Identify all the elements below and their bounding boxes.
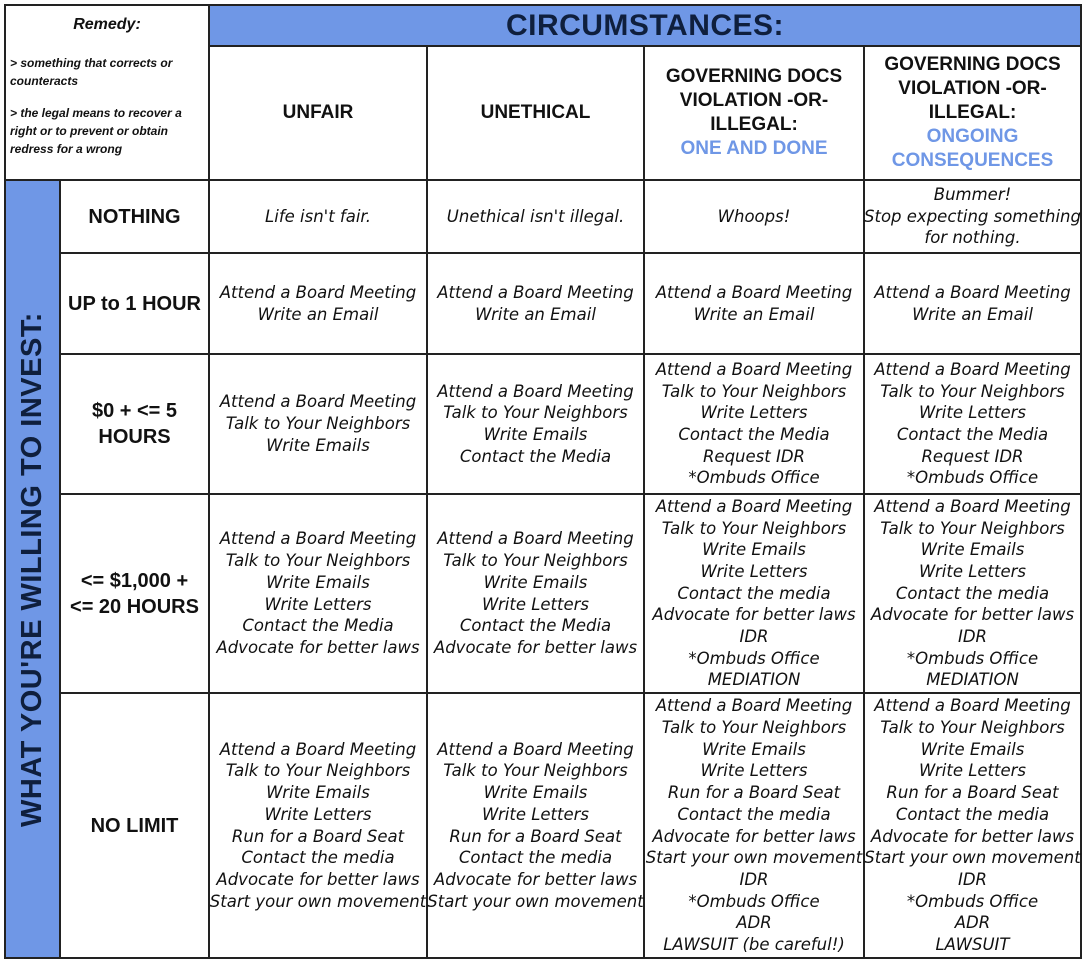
action-item: Request IDR xyxy=(702,446,806,466)
remedy-title: Remedy: xyxy=(73,16,141,33)
action-item: Attend a Board Meeting xyxy=(874,282,1071,302)
cell-r4-c3 xyxy=(644,494,864,693)
action-item: Attend a Board Meeting xyxy=(874,359,1071,379)
cell-r4-c2 xyxy=(427,494,644,693)
action-item: Write Letters xyxy=(264,594,372,614)
action-item: Attend a Board Meeting xyxy=(655,282,853,302)
row-header-2 xyxy=(60,253,209,354)
action-item: Write Emails xyxy=(483,783,588,803)
action-item: Talk to Your Neighbors xyxy=(225,761,411,781)
cell-r3-c3 xyxy=(644,354,864,494)
action-item: Attend a Board Meeting xyxy=(219,392,417,412)
action-item: Talk to Your Neighbors xyxy=(880,518,1065,538)
action-item: Talk to Your Neighbors xyxy=(443,403,628,423)
action-item: Talk to Your Neighbors xyxy=(225,551,411,571)
willing-to-invest-header xyxy=(4,180,60,959)
column-header-line: ILLEGAL: xyxy=(710,114,798,135)
action-item: Write Letters xyxy=(918,761,1027,781)
action-item: Run for a Board Seat xyxy=(886,783,1059,803)
action-item: Advocate for better laws xyxy=(870,826,1075,846)
action-item: Start your own movement xyxy=(864,848,1081,868)
action-item: Contact the media xyxy=(677,583,831,603)
action-item: Write Letters xyxy=(700,403,808,423)
action-item: Contact the Media xyxy=(459,616,612,636)
row-header-line: UP to 1 HOUR xyxy=(68,292,201,315)
action-item: Attend a Board Meeting xyxy=(437,381,634,401)
action-item: Bummer! xyxy=(933,184,1012,204)
action-item: IDR xyxy=(739,627,769,647)
action-item: Attend a Board Meeting xyxy=(219,529,417,549)
action-item: LAWSUIT xyxy=(935,935,1010,955)
action-item: Write Letters xyxy=(700,761,808,781)
circumstances-header: CIRCUMSTANCES: xyxy=(209,4,1082,46)
action-item: Run for a Board Seat xyxy=(449,826,622,846)
column-header-3 xyxy=(644,46,864,180)
action-item: Contact the media xyxy=(895,583,1050,603)
action-item: Talk to Your Neighbors xyxy=(661,381,847,401)
action-item: Start your own movement xyxy=(209,891,427,911)
action-item: Attend a Board Meeting xyxy=(437,282,634,302)
action-item: Write Emails xyxy=(266,783,370,803)
action-item: Contact the media xyxy=(241,848,395,868)
column-header-1 xyxy=(209,46,427,180)
row-header-3 xyxy=(60,354,209,494)
row-header-line: HOURS xyxy=(98,426,171,448)
row-header-line: <= $1,000 + xyxy=(80,569,189,592)
action-item: Attend a Board Meeting xyxy=(874,696,1071,716)
column-header-line: VIOLATION -OR- xyxy=(898,78,1047,99)
action-item: Advocate for better laws xyxy=(870,605,1075,625)
action-item: Contact the media xyxy=(677,804,831,824)
action-item: Talk to Your Neighbors xyxy=(661,717,847,737)
action-item: Contact the media xyxy=(895,804,1050,824)
column-header-line: UNFAIR xyxy=(282,102,354,123)
action-item: Stop expecting something xyxy=(864,206,1081,226)
cell-r1-c2 xyxy=(427,180,644,253)
column-header-line: UNETHICAL xyxy=(480,102,591,123)
action-item: Talk to Your Neighbors xyxy=(225,414,411,434)
action-item: Write an Email xyxy=(912,304,1033,324)
action-item: Advocate for better laws xyxy=(652,826,856,846)
cell-r5-c1 xyxy=(209,693,427,959)
column-header-line: GOVERNING DOCS xyxy=(884,54,1061,75)
cell-r5-c4 xyxy=(864,693,1082,959)
action-item: Advocate for better laws xyxy=(216,637,420,657)
action-item: Life isn't fair. xyxy=(265,206,371,226)
action-item: Talk to Your Neighbors xyxy=(661,518,847,538)
action-item: IDR xyxy=(957,869,988,889)
remedy-matrix xyxy=(4,4,1082,959)
action-item: Advocate for better laws xyxy=(433,869,638,889)
row-header-line: NOTHING xyxy=(88,205,181,228)
column-header-subtitle: ONE AND DONE xyxy=(680,138,828,159)
action-item: Write Emails xyxy=(702,540,806,560)
action-item: Request IDR xyxy=(921,446,1024,466)
cell-r3-c1 xyxy=(209,354,427,494)
action-item: Advocate for better laws xyxy=(433,637,638,657)
action-item: Attend a Board Meeting xyxy=(437,529,634,549)
action-item: Write an Email xyxy=(475,304,596,324)
cell-r5-c2 xyxy=(427,693,644,959)
action-item: Contact the Media xyxy=(896,425,1049,444)
remedy-definition-1: > something that corrects or counteracts xyxy=(10,56,173,88)
action-item: Write Emails xyxy=(266,572,370,592)
action-item: Write Letters xyxy=(264,804,372,824)
action-item: Write Letters xyxy=(481,804,590,824)
action-item: Advocate for better laws xyxy=(652,605,856,625)
willing-to-invest-label: WHAT YOU'RE WILLING TO INVEST: xyxy=(16,311,48,827)
row-header-line: <= 20 HOURS xyxy=(70,595,199,618)
cell-r5-c3 xyxy=(644,693,864,959)
action-item: *Ombuds Office xyxy=(688,648,820,668)
action-item: *Ombuds Office xyxy=(906,468,1039,488)
cell-r3-c2 xyxy=(427,354,644,494)
action-item: Write Letters xyxy=(481,594,590,614)
action-item: *Ombuds Office xyxy=(688,891,820,911)
action-item: Run for a Board Seat xyxy=(231,826,405,846)
action-item: Write an Email xyxy=(693,304,815,324)
cell-r4-c1 xyxy=(209,494,427,693)
action-item: Run for a Board Seat xyxy=(667,783,841,803)
action-item: Contact the Media xyxy=(459,446,612,466)
cell-r2-c1 xyxy=(209,253,427,354)
column-header-subtitle: CONSEQUENCES xyxy=(891,150,1054,171)
cell-r1-c4 xyxy=(864,180,1082,253)
action-item: *Ombuds Office xyxy=(688,468,820,488)
action-item: MEDIATION xyxy=(926,670,1019,690)
action-item: Unethical isn't illegal. xyxy=(446,206,625,226)
action-item: Whoops! xyxy=(717,206,791,226)
action-item: Write Emails xyxy=(266,435,370,455)
action-item: Talk to Your Neighbors xyxy=(443,551,628,571)
action-item: Contact the media xyxy=(458,848,613,868)
cell-r2-c3 xyxy=(644,253,864,354)
action-item: MEDIATION xyxy=(707,670,801,690)
action-item: Talk to Your Neighbors xyxy=(880,717,1065,737)
action-item: Advocate for better laws xyxy=(216,869,420,889)
row-header-line: $0 + <= 5 xyxy=(91,400,178,422)
column-header-2 xyxy=(427,46,644,180)
action-item: Write Emails xyxy=(702,739,806,759)
action-item: Write Emails xyxy=(483,425,588,444)
action-item: Contact the Media xyxy=(242,616,394,636)
action-item: IDR xyxy=(957,627,988,647)
action-item: *Ombuds Office xyxy=(906,891,1039,911)
action-item: for nothing. xyxy=(924,228,1021,248)
action-item: Talk to Your Neighbors xyxy=(880,381,1065,401)
action-item: Write Letters xyxy=(918,561,1027,581)
column-header-4 xyxy=(864,46,1082,180)
action-item: Start your own movement xyxy=(427,891,644,911)
action-item: ADR xyxy=(736,913,772,933)
action-item: Talk to Your Neighbors xyxy=(443,761,628,781)
action-item: Write Emails xyxy=(920,739,1025,759)
action-item: Write Emails xyxy=(483,572,588,592)
action-item: Attend a Board Meeting xyxy=(874,496,1071,516)
action-item: Attend a Board Meeting xyxy=(219,739,417,759)
cell-r2-c4 xyxy=(864,253,1082,354)
action-item: Attend a Board Meeting xyxy=(655,696,853,716)
action-item: Contact the Media xyxy=(678,425,830,444)
action-item: Write Letters xyxy=(918,403,1027,423)
action-item: *Ombuds Office xyxy=(906,648,1039,668)
action-item: Attend a Board Meeting xyxy=(219,282,417,302)
row-header-line: NO LIMIT xyxy=(90,814,179,837)
column-header-line: ILLEGAL: xyxy=(928,102,1017,123)
cell-r1-c3 xyxy=(644,180,864,253)
cell-r4-c4 xyxy=(864,494,1082,693)
row-header-4 xyxy=(60,494,209,693)
action-item: Write an Email xyxy=(257,304,379,324)
column-header-line: GOVERNING DOCS xyxy=(665,66,843,87)
remedy-definition-2: > the legal means to recover a right or to prevent or obtain redress for a wrong xyxy=(10,106,182,156)
action-item: Write Emails xyxy=(920,540,1025,560)
column-header-line: VIOLATION -OR- xyxy=(679,90,829,111)
cell-r1-c1 xyxy=(209,180,427,253)
action-item: ADR xyxy=(954,913,991,933)
row-header-5 xyxy=(60,693,209,959)
action-item: Attend a Board Meeting xyxy=(437,739,634,759)
action-item: IDR xyxy=(739,869,769,889)
cell-r2-c2 xyxy=(427,253,644,354)
action-item: Attend a Board Meeting xyxy=(655,496,853,516)
action-item: LAWSUIT (be careful!) xyxy=(663,935,845,955)
remedy-definition-box xyxy=(4,4,209,180)
action-item: Attend a Board Meeting xyxy=(655,359,853,379)
cell-r3-c4 xyxy=(864,354,1082,494)
row-header-1 xyxy=(60,180,209,253)
action-item: Start your own movement xyxy=(645,848,863,868)
action-item: Write Letters xyxy=(700,561,808,581)
column-header-subtitle: ONGOING xyxy=(926,126,1019,147)
